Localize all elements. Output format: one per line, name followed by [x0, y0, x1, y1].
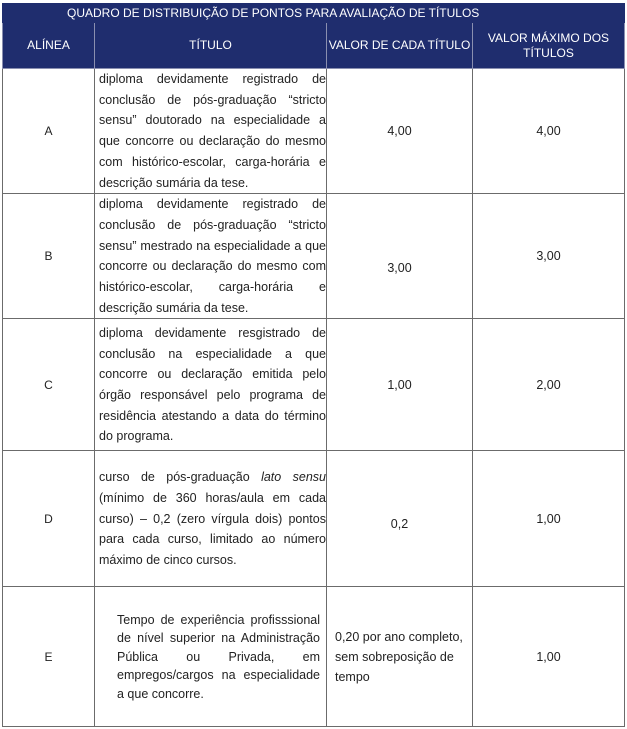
header-valor-maximo: VALOR MÁXIMO DOS TÍTULOS — [473, 23, 625, 69]
row-titulo — [95, 451, 327, 587]
row-valor-maximo: 2,00 — [473, 319, 625, 451]
row-valor-cada: 0,20 por ano completo, sem sobreposição de tempo — [327, 587, 473, 727]
row-alinea: C — [3, 319, 95, 451]
row-titulo: diploma devidamente registrado de conclusão de pós-graduação “stricto sensu” doutorado na especialidade a que concorre ou declaração do mesmo com histórico-escolar, carga-horária e descrição sumária da tese. — [95, 69, 327, 194]
table-title: QUADRO DE DISTRIBUIÇÃO DE PONTOS PARA AVALIAÇÃO DE TÍTULOS — [3, 4, 625, 23]
row-alinea: A — [3, 69, 95, 194]
row-valor-cada: 1,00 — [327, 319, 473, 451]
row-titulo-prefix: curso de pós-graduação — [99, 470, 250, 485]
row-valor-cada: 4,00 — [327, 69, 473, 194]
points-table — [2, 3, 625, 727]
table-caption-row — [3, 4, 625, 23]
table-row — [3, 194, 625, 319]
header-row — [3, 23, 625, 69]
table-row — [3, 319, 625, 451]
row-titulo: diploma devidamente resgistrado de conclusão na especialidade a que concorre ou declaração emitida pelo órgão responsável pelo programa de residência atestando a data do término do programa. — [95, 319, 327, 451]
row-titulo: Tempo de experiência profisssional de nível superior na Administração Pública ou Privada, em empregos/cargos na especialidade a que concorre. — [95, 587, 327, 727]
row-valor-maximo: 1,00 — [473, 587, 625, 727]
table-row — [3, 587, 625, 727]
row-valor-maximo: 4,00 — [473, 69, 625, 194]
table-row — [3, 451, 625, 587]
row-valor-cada: 3,00 — [327, 194, 473, 319]
row-valor-maximo: 3,00 — [473, 194, 625, 319]
row-alinea: D — [3, 451, 95, 587]
row-titulo-suffix: (mínimo de 360 horas/aula em cada curso) – 0,2 (zero vírgula dois) pontos para cada curso, limitado ao número máximo de cinco cursos. — [99, 490, 326, 567]
header-alinea: ALÍNEA — [3, 23, 95, 69]
row-valor-maximo: 1,00 — [473, 451, 625, 587]
row-alinea: E — [3, 587, 95, 727]
table-row — [3, 69, 625, 194]
row-titulo: diploma devidamente registrado de conclusão de pós-graduação “stricto sensu” mestrado na especialidade a que concorre ou declaração do mesmo com histórico-escolar, carga-horária e descrição sumária da tese. — [95, 194, 327, 319]
header-titulo: TÍTULO — [95, 23, 327, 69]
row-alinea: B — [3, 194, 95, 319]
row-titulo-italic: lato sensu — [261, 470, 326, 485]
header-valor-cada: VALOR DE CADA TÍTULO — [327, 23, 473, 69]
row-valor-cada: 0,2 — [327, 451, 473, 587]
